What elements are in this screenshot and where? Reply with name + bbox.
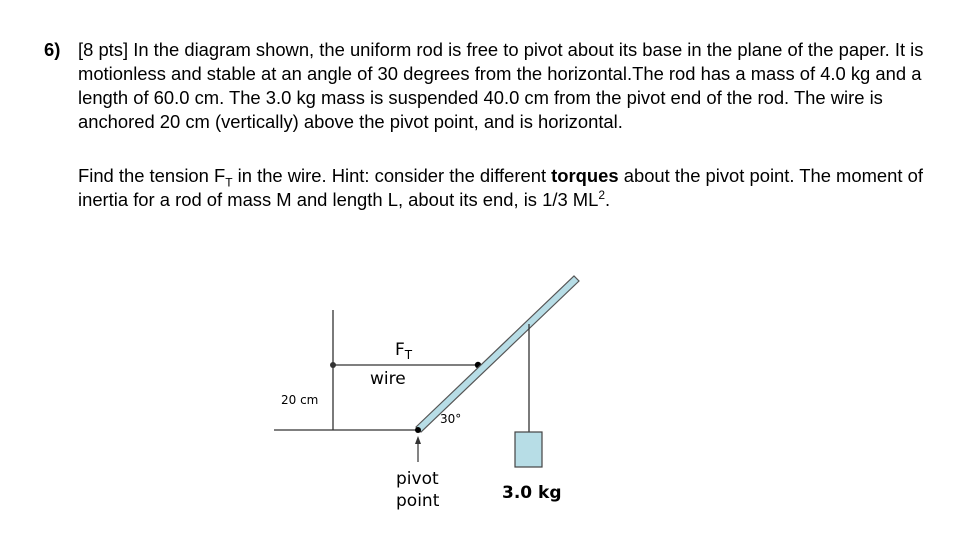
rod [416, 276, 579, 432]
wire-label: wire [370, 369, 406, 389]
pivot-label-line1: pivot [396, 469, 439, 489]
hanging-mass [515, 432, 542, 467]
pivot-label-line2: point [396, 491, 440, 511]
task-text-1: Find the tension F [78, 165, 226, 186]
mass-label: 3.0 kg [502, 483, 562, 503]
points-label: [8 pts] [78, 39, 129, 60]
statement-text: In the diagram shown, the uniform rod is free to pivot about its base in the plane of the paper. It is motionless and stable at an angle of 30 degrees from the horizontal.The rod has a mass of 4.0 kg and a length of 60.0 cm. The 3.0 kg mass is suspended 40.0 cm from the pivot end of the rod. The wire is anchored 20 cm (vertically) above the pivot point, and is horizontal. [78, 39, 924, 132]
wire-anchor-dot [330, 362, 336, 368]
force-subscript: T [404, 348, 413, 362]
height-label: 20 cm [281, 393, 319, 407]
tension-subscript: T [225, 175, 233, 190]
squared-superscript: 2 [598, 187, 606, 202]
task-text-end: . [605, 189, 611, 210]
pivot-arrow-head [415, 436, 421, 444]
pivot-dot [415, 427, 421, 433]
question-number: 6) [44, 39, 61, 60]
torques-bold: torques [551, 165, 619, 186]
angle-label: 30° [440, 412, 462, 426]
rod-body [416, 276, 579, 432]
task-text-3: about the pivot point. The moment of inertia for a rod of mass M and length L, about its end, is 1/3 ML [78, 165, 923, 210]
force-label: $F_T$ [395, 340, 413, 362]
task-text-2: in the wire. Hint: consider the different [232, 165, 552, 186]
